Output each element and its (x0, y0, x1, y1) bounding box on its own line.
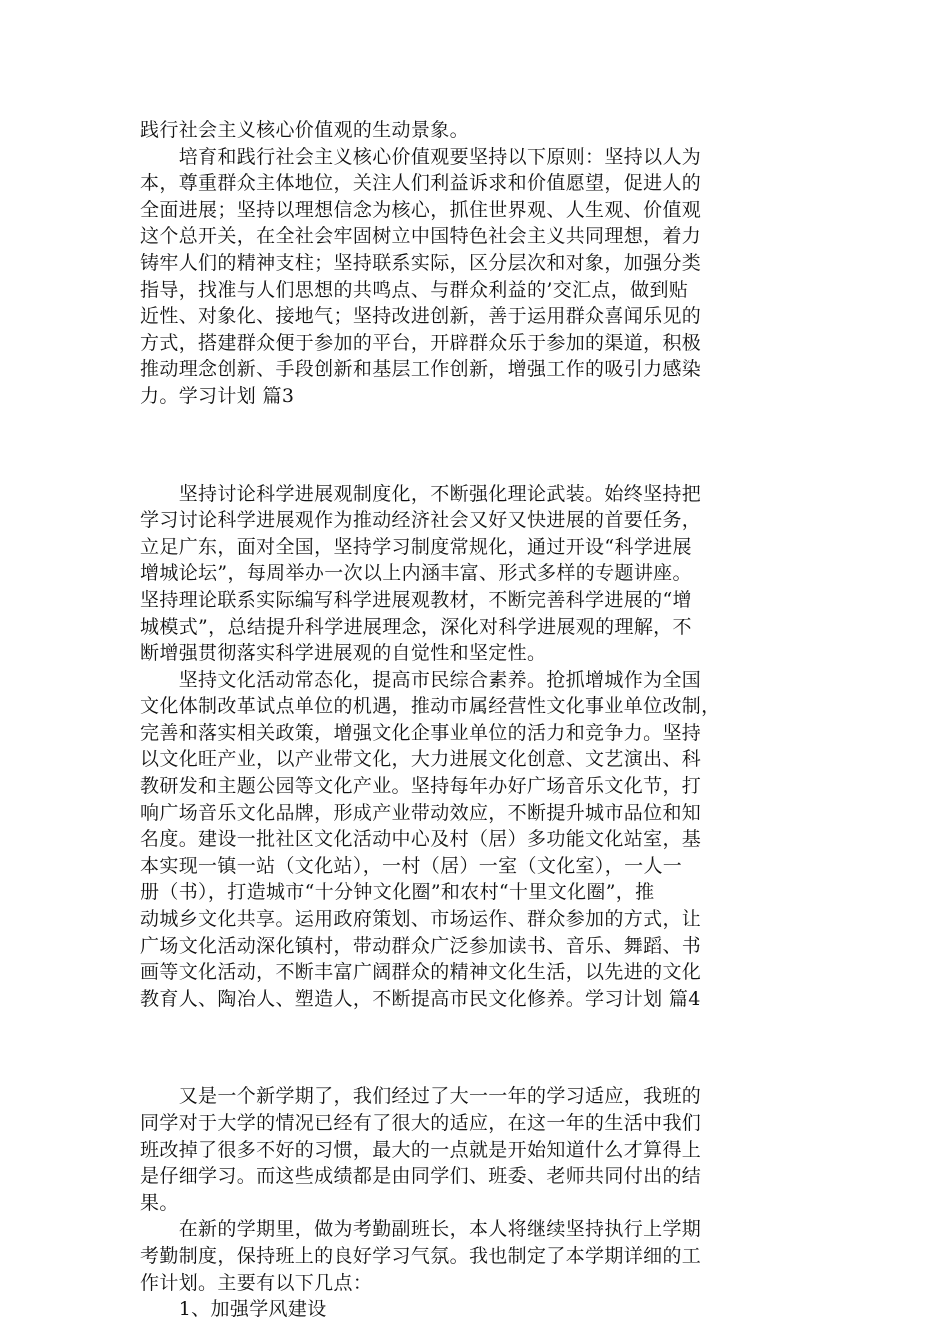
text-line: 作计划。主要有以下几点： (140, 1271, 373, 1294)
text-line: 断增强贯彻落实科学进展观的自觉性和坚定性。 (140, 642, 547, 665)
text-line: 动城乡文化共享。运用政府策划、市场运作、群众参加的方式，让 (140, 908, 702, 931)
text-line: 铸牢人们的精神支柱；坚持联系实际，区分层次和对象，加强分类 (140, 251, 702, 274)
text-line: 是仔细学习。而这些成绩都是由同学们、班委、老师共同付出的结 (140, 1165, 702, 1188)
text-line: 名度。建设一批社区文化活动中心及村（居）多功能文化站室，基 (140, 828, 702, 851)
text-line: 以文化旺产业，以产业带文化，大力进展文化创意、文艺演出、科 (140, 748, 702, 771)
text-line: 广场文化活动深化镇村，带动群众广泛参加读书、音乐、舞蹈、书 (140, 934, 702, 957)
text-line: 册（书），打造城市“十分钟文化圈”和农村“十里文化圈”，推 (140, 881, 655, 904)
text-line: 教育人、陶冶人、塑造人，不断提高市民文化修养。学习计划 篇4 (140, 987, 701, 1010)
text-line: 画等文化活动，不断丰富广阔群众的精神文化生活，以先进的文化 (140, 961, 702, 984)
text-line: 文化体制改革试点单位的机遇，推动市属经营性文化事业单位改制， (140, 695, 721, 718)
text-line: 立足广东，面对全国，坚持学习制度常规化，通过开设“科学进展 (140, 535, 692, 558)
text-line: 培育和践行社会主义核心价值观要坚持以下原则：坚持以人为 (140, 145, 702, 168)
paragraph-1 (140, 117, 812, 144)
text-line: 坚持理论联系实际编写科学进展观教材，不断完善科学进展的“增 (140, 588, 692, 611)
text-line: 果。 (140, 1191, 179, 1214)
text-line: 班改掉了很多不好的习惯，最大的一点就是开始知道什么才算得上 (140, 1138, 702, 1161)
section-gap (140, 1012, 812, 1083)
text-line: 本，尊重群众主体地位，关注人们利益诉求和价值愿望，促进人的 (140, 172, 702, 195)
text-line: 学习讨论科学进展观作为推动经济社会又好又快进展的首要任务， (140, 509, 702, 532)
document-page (140, 117, 812, 1323)
text-line: 1、加强学风建设 (140, 1298, 327, 1321)
text-line: 同学对于大学的情况已经有了很大的适应，在这一年的生活中我们 (140, 1112, 702, 1134)
paragraph-3 (140, 481, 812, 667)
text-line: 坚持文化活动常态化，提高市民综合素养。抢抓增城作为全国 (140, 668, 702, 691)
text-line: 增城论坛”，每周举办一次以上内涵丰富、形式多样的专题讲座。 (140, 562, 692, 585)
text-line: 城模式”，总结提升科学进展理念，深化对科学进展观的理解，不 (140, 615, 692, 638)
text-line: 指导，找准与人们思想的共鸣点、与群众利益的’交汇点，做到贴 (140, 278, 689, 301)
paragraph-2 (140, 144, 812, 410)
paragraph-5 (140, 1083, 812, 1216)
text-line: 力。学习计划 篇3 (140, 384, 295, 407)
paragraph-7 (140, 1296, 812, 1323)
text-line: 推动理念创新、手段创新和基层工作创新，增强工作的吸引力感染 (140, 358, 702, 381)
text-line: 近性、对象化、接地气；坚持改进创新，善于运用群众喜闻乐见的 (140, 305, 702, 328)
text-line: 在新的学期里，做为考勤副班长，本人将继续坚持执行上学期 (140, 1218, 702, 1241)
text-line: 本实现一镇一站（文化站），一村（居）一室（文化室），一人一 (140, 854, 683, 877)
text-line: 方式，搭建群众便于参加的平台，开辟群众乐于参加的渠道，积极 (140, 331, 702, 354)
text-line: 教研发和主题公园等文化产业。坚持每年办好广场音乐文化节，打 (140, 775, 702, 798)
text-line: 又是一个新学期了，我们经过了大一一年的学习适应，我班的 (140, 1085, 702, 1108)
paragraph-6 (140, 1216, 812, 1296)
text-line: 坚持讨论科学进展观制度化，不断强化理论武装。始终坚持把 (140, 482, 702, 505)
text-line: 全面进展；坚持以理想信念为核心，抓住世界观、人生观、价值观 (140, 198, 702, 221)
text-line: 完善和落实相关政策，增强文化企事业单位的活力和竞争力。坚持 (140, 721, 702, 744)
text-line: 这个总开关，在全社会牢固树立中国特色社会主义共同理想，着力 (140, 225, 702, 248)
section-gap (140, 410, 812, 481)
text-line: 考勤制度，保持班上的良好学习气氛。我也制定了本学期详细的工 (140, 1244, 702, 1267)
paragraph-4 (140, 667, 812, 1013)
text-line: 践行社会主义核心价值观的生动景象。 (140, 119, 469, 141)
text-line: 响广场音乐文化品牌，形成产业带动效应，不断提升城市品位和知 (140, 801, 702, 824)
